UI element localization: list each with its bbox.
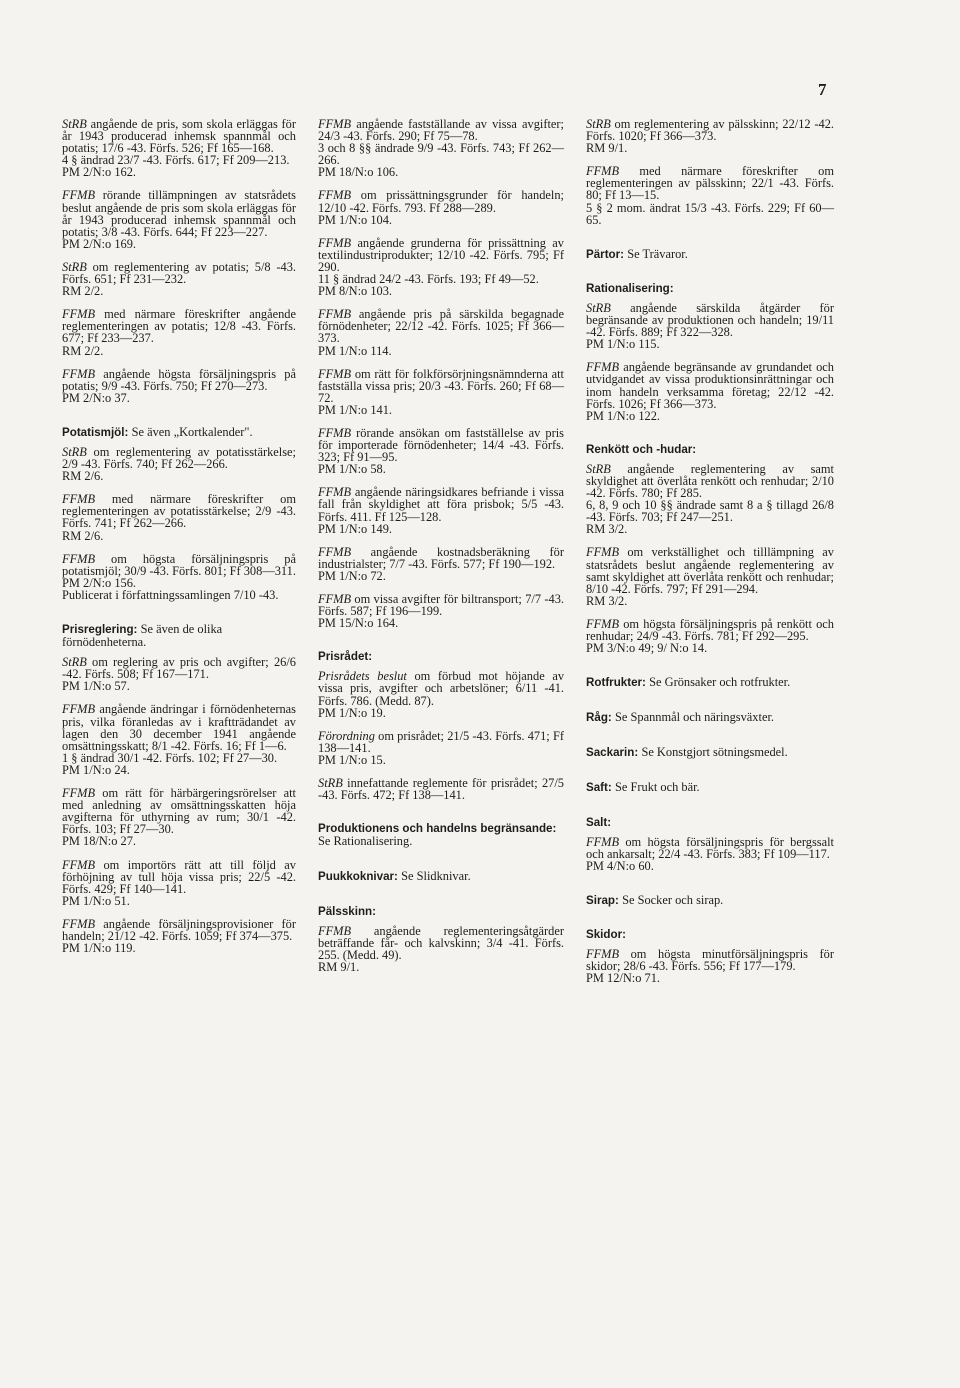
see-reference: Se Slidknivar.	[401, 869, 471, 884]
entry-text	[318, 486, 564, 522]
entry-description: rörande tillämpningen av statsrådets beslut angående de pris som skola erläggas för år 1943 producerad inhemsk spannmål och potatis; 3/8 -43. Förfs. 644; Ff 223—227.	[62, 188, 296, 239]
issuing-body: Förordning	[318, 728, 375, 743]
index-entry	[586, 463, 834, 536]
issuing-body: StRB	[62, 117, 87, 131]
heading-label: Puukkoknivar:	[318, 870, 398, 884]
publication-reference: PM 1/N:o 115.	[586, 337, 660, 352]
entry-description: angående reglementering av samt skyldighet att överlåta renkött och renhudar; 2/10 -42. Förfs. 780; Ff 285.	[586, 461, 834, 501]
publication-reference: PM 1/N:o 72.	[318, 568, 386, 583]
publication-reference: 5 § 2 mom. ändrat 15/3 -43. Förfs. 229; Ff 60—65.	[586, 200, 834, 227]
publication-reference: 1 § ändrad 30/1 -42. Förfs. 102; Ff 27—30.	[62, 750, 278, 765]
subject-heading	[586, 248, 834, 261]
see-reference: Se Spannmål och näringsväxter.	[615, 710, 774, 725]
heading-label: Prisreglering:	[62, 623, 138, 636]
entry-description: angående pris på särskilda begagnade förnödenheter; 22/12 -42. Förfs. 1025; Ff 366—373.	[318, 307, 564, 346]
issuing-body: StRB	[62, 259, 87, 274]
entry-text	[318, 427, 564, 463]
index-entry	[62, 787, 296, 847]
heading-label: Salt:	[586, 815, 612, 829]
entry-description: om reglementering av pälsskinn; 22/12 -42. Förfs. 1020; Ff 366—373.	[586, 117, 834, 144]
entry-text	[62, 787, 296, 835]
entry-text	[62, 368, 296, 392]
entry-description: om reglementering av potatisstärkelse; 2/9 -43. Förfs. 740; Ff 262—266.	[62, 444, 296, 472]
entry-description: angående de pris, som skola erläggas för år 1943 producerad inhemsk spannmål och potatis; 17/6 -43. Förfs. 526; Ff 165—168.	[62, 117, 296, 156]
entry-text	[318, 368, 564, 404]
entry-text	[586, 618, 834, 642]
index-entry	[62, 308, 296, 356]
entry-description: angående högsta försäljningspris på potatis; 9/9 -43. Förfs. 750; Ff 270—273.	[62, 366, 296, 393]
entry-description: om högsta försäljningspris på renkött och renhudar; 24/9 -43. Förfs. 781; Ff 292—295.	[586, 616, 834, 643]
heading-label: Produktionens och handelns begränsande:	[318, 822, 557, 836]
entry-description: angående fastställande av vissa avgifter; 24/3 -43. Förfs. 290; Ff 75—78.	[318, 117, 564, 144]
see-reference: Se även de olika förnödenheterna.	[62, 622, 223, 650]
issuing-body: StRB	[62, 655, 87, 670]
issuing-body: FFMB	[62, 786, 96, 801]
entry-description: innefattande reglemente för prisrådet; 27/5 -43. Förfs. 472; Ff 138—141.	[318, 776, 564, 803]
subject-heading	[586, 444, 834, 456]
subject-heading	[62, 623, 296, 649]
see-reference: Se Rationalisering.	[318, 834, 413, 849]
publication-reference: RM 2/2.	[62, 343, 104, 358]
entry-description: om importörs rätt att till följd av förhöjning av tull höja vissa pris; 22/5 -42. Förfs. 429; Ff 140—141.	[62, 857, 296, 896]
entry-text	[586, 165, 834, 201]
entry-description: om vissa avgifter för biltransport; 7/7 -43. Förfs. 587; Ff 196—199.	[318, 592, 564, 619]
index-entry	[62, 189, 296, 249]
entry-description: om prissättningsgrunder för handeln; 12/10 -42. Förfs. 793. Ff 288—289.	[318, 188, 564, 215]
entry-text	[318, 237, 564, 273]
issuing-body: FFMB	[586, 834, 620, 849]
entry-text	[62, 703, 296, 751]
entry-text	[586, 118, 834, 142]
entry-description: angående försäljningsprovisioner för handeln; 21/12 -42. Förfs. 1059; Ff 374—375.	[62, 916, 296, 943]
heading-label: Skidor:	[586, 928, 626, 942]
subject-heading	[318, 870, 564, 883]
issuing-body: FFMB	[586, 947, 620, 962]
publication-reference: RM 2/6.	[62, 469, 104, 484]
entry-text	[586, 302, 834, 338]
publication-reference: RM 2/6.	[62, 528, 104, 543]
entry-text	[318, 308, 564, 344]
entry-description: om högsta försäljningspris på potatismjöl; 30/9 -43. Förfs. 801; Ff 308—311.	[62, 551, 296, 578]
index-entry	[586, 546, 834, 606]
index-column-2	[318, 118, 564, 984]
subject-heading	[318, 906, 564, 918]
see-reference: Se Frukt och bär.	[615, 780, 700, 795]
issuing-body: FFMB	[586, 360, 620, 375]
publication-reference: 4 § ändrad 23/7 -43. Förfs. 617; Ff 209—213.	[62, 153, 290, 168]
index-entry	[586, 361, 834, 421]
entry-text	[62, 859, 296, 895]
issuing-body: StRB	[318, 776, 343, 791]
issuing-body: FFMB	[586, 616, 620, 631]
publication-reference: PM 18/N:o 106.	[318, 165, 399, 180]
publication-reference: 3 och 8 §§ ändrade 9/9 -43. Förfs. 743; Ff 262—266.	[318, 141, 564, 168]
heading-label: Prisrådet:	[318, 650, 373, 664]
entry-text	[318, 670, 564, 706]
entry-description: angående särskilda åtgärder för begränsande av produktionen och handeln; 19/11 -42. Förfs. 889; Ff 322—328.	[586, 300, 834, 340]
subject-heading	[586, 676, 834, 689]
publication-reference: RM 9/1.	[318, 959, 360, 974]
publication-reference: PM 1/N:o 104.	[318, 212, 393, 227]
heading-label: Saft:	[586, 781, 612, 795]
entry-text	[318, 593, 564, 617]
issuing-body: FFMB	[586, 545, 620, 560]
index-entry	[318, 308, 564, 356]
subject-heading	[586, 817, 834, 829]
issuing-body: Prisrådets beslut	[318, 669, 407, 684]
index-entry	[62, 368, 296, 404]
entry-text	[62, 446, 296, 470]
issuing-body: FFMB	[318, 923, 352, 938]
entry-description: om verkställighet och tilllämpning av statsrådets beslut angående reglementering av samt skyldighet att överlåta renkött och renhudar; 8/10 -42. Förfs. 797; Ff 291—294.	[586, 545, 834, 596]
index-entry	[318, 546, 564, 582]
subject-heading	[586, 711, 834, 724]
index-entry	[318, 118, 564, 178]
publication-reference: PM 2/N:o 169.	[62, 236, 137, 251]
see-reference: Se Konstgjort sötningsmedel.	[641, 745, 788, 760]
publication-reference: PM 1/N:o 51.	[62, 893, 130, 908]
index-column-3	[586, 118, 834, 995]
issuing-body: FFMB	[318, 188, 352, 203]
entry-description: om reglementering av potatis; 5/8 -43. Förfs. 651; Ff 231—232.	[62, 259, 296, 287]
heading-label: Potatismjöl:	[62, 425, 129, 439]
issuing-body: FFMB	[62, 702, 96, 717]
publication-reference: PM 1/N:o 141.	[318, 402, 393, 417]
publication-reference: PM 2/N:o 37.	[62, 390, 130, 405]
index-entry	[318, 368, 564, 416]
entry-text	[318, 118, 564, 142]
publication-reference: PM 1/N:o 122.	[586, 408, 661, 423]
publication-reference: PM 1/N:o 119.	[62, 941, 136, 956]
entry-text	[586, 463, 834, 499]
index-entry	[62, 553, 296, 601]
publication-reference: PM 1/N:o 15.	[318, 752, 386, 767]
issuing-body: FFMB	[318, 544, 352, 559]
publication-reference: PM 1/N:o 149.	[318, 521, 393, 536]
issuing-body: FFMB	[62, 551, 96, 566]
entry-description: om prisrådet; 21/5 -43. Förfs. 471; Ff 138—141.	[318, 728, 564, 755]
subject-heading	[318, 823, 564, 848]
issuing-body: FFMB	[586, 164, 620, 179]
publication-reference: 6, 8, 9 och 10 §§ ändrade samt 8 a § tillagd 26/8 -43. Förfs. 703; Ff 247—251.	[586, 498, 834, 525]
index-entry	[318, 777, 564, 801]
publication-reference: PM 1/N:o 58.	[318, 462, 386, 477]
publication-reference: Publicerat i författningssamlingen 7/10 -43.	[62, 587, 279, 602]
issuing-body: FFMB	[62, 857, 96, 872]
entry-text	[62, 261, 296, 285]
index-entry	[318, 189, 564, 225]
entry-description: angående ändringar i förnödenheternas pris, vilka föranledas av i kraftträdandet av lagen den 30 december 1941 angående omsättningsskatt; 8/1 -42. Förfs. 16; Ff 1—6.	[62, 702, 296, 753]
index-entry	[62, 493, 296, 541]
publication-reference: PM 1/N:o 19.	[318, 705, 386, 720]
entry-description: om rätt för folkförsörjningsnämnderna att fastställa vissa pris; 20/3 -43. Förfs. 260; Ff 68—72.	[318, 366, 564, 405]
entry-text	[318, 189, 564, 213]
index-entry	[62, 703, 296, 776]
heading-label: Sirap:	[586, 893, 619, 907]
entry-text	[318, 925, 564, 961]
entry-text	[62, 308, 296, 344]
heading-label: Rotfrukter:	[586, 676, 646, 690]
entry-text	[62, 118, 296, 154]
publication-reference: RM 3/2.	[586, 522, 628, 537]
entry-description: med närmare föreskrifter om reglementeringen av pälsskinn; 22/1 -43. Förfs. 80; Ff 13—15.	[586, 164, 834, 203]
entry-text	[62, 189, 296, 237]
index-entry	[318, 593, 564, 629]
issuing-body: FFMB	[318, 117, 352, 131]
see-reference: Se Grönsaker och rotfrukter.	[649, 675, 791, 690]
publication-reference: PM 1/N:o 114.	[318, 343, 392, 358]
entry-text	[318, 777, 564, 801]
index-entry	[318, 486, 564, 534]
index-entry	[586, 948, 834, 984]
entry-text	[318, 730, 564, 754]
index-entry	[586, 118, 834, 154]
index-entry	[586, 165, 834, 225]
index-entry	[318, 670, 564, 718]
publication-reference: PM 1/N:o 57.	[62, 679, 130, 694]
publication-reference: PM 18/N:o 27.	[62, 834, 137, 849]
entry-text	[586, 836, 834, 860]
subject-heading	[586, 746, 834, 759]
entry-description: om högsta minutförsäljningspris för skidor; 28/6 -43. Förfs. 556; Ff 177—179.	[586, 947, 834, 974]
heading-label: Sackarin:	[586, 746, 639, 760]
publication-reference: PM 12/N:o 71.	[586, 971, 661, 986]
index-entry	[62, 446, 296, 482]
entry-text	[62, 918, 296, 942]
index-entry	[62, 918, 296, 954]
issuing-body: FFMB	[318, 425, 352, 440]
index-entry	[318, 925, 564, 973]
issuing-body: FFMB	[318, 307, 352, 322]
index-entry	[318, 427, 564, 475]
issuing-body: StRB	[586, 461, 611, 476]
subject-heading	[586, 781, 834, 794]
issuing-body: StRB	[586, 117, 611, 131]
issuing-body: StRB	[586, 300, 611, 315]
heading-label: Rationalisering:	[586, 281, 674, 295]
issuing-body: FFMB	[62, 916, 96, 931]
subject-heading	[586, 283, 834, 295]
entry-text	[586, 948, 834, 972]
issuing-body: FFMB	[62, 188, 96, 203]
see-reference: Se även „Kortkalender".	[131, 424, 253, 439]
index-entry	[62, 859, 296, 907]
publication-reference: PM 1/N:o 24.	[62, 762, 130, 777]
publication-reference: RM 3/2.	[586, 593, 628, 608]
publication-reference: PM 2/N:o 162.	[62, 165, 137, 180]
entry-description: angående näringsidkares befriande i vissa fall från skyldighet att föra prisbok; 5/5 -43. Förfs. 411. Ff 125—128.	[318, 485, 564, 524]
entry-description: om högsta försäljningspris för bergssalt och ankarsalt; 22/4 -43. Förfs. 383; Ff 109—117.	[586, 834, 834, 861]
see-reference: Se Trävaror.	[627, 246, 688, 261]
entry-text	[318, 546, 564, 570]
issuing-body: FFMB	[62, 366, 96, 381]
entry-description: angående reglementeringsåtgärder beträffande får- och kalvskinn; 3/4 -41. Förfs. 255. (Medd. 49).	[318, 923, 564, 962]
issuing-body: FFMB	[318, 366, 352, 381]
index-entry	[318, 237, 564, 297]
publication-reference: PM 4/N:o 60.	[586, 858, 654, 873]
entry-description: med närmare föreskrifter om reglementeringen av potatisstärkelse; 2/9 -43. Förfs. 741; Ff 262—266.	[62, 492, 296, 531]
index-entry	[586, 618, 834, 654]
subject-heading	[318, 651, 564, 663]
entry-description: om rätt för härbärgeringsrörelser att med anledning av omsättningsskatten höja avgifterna för uthyrning av rum; 30/1 -42. Förfs. 103; Ff 27—30.	[62, 786, 296, 837]
see-reference: Se Socker och sirap.	[622, 892, 724, 907]
subject-heading	[586, 894, 834, 907]
issuing-body: FFMB	[318, 592, 352, 606]
issuing-body: FFMB	[318, 235, 352, 250]
heading-label: Renkött och -hudar:	[586, 442, 697, 456]
issuing-body: StRB	[62, 444, 87, 459]
index-entry	[62, 261, 296, 297]
entry-text	[62, 553, 296, 577]
index-entry	[318, 730, 564, 766]
index-entry	[586, 836, 834, 872]
index-entry	[62, 118, 296, 178]
entry-description: angående kostnadsberäkning för industrialster; 7/7 -43. Förfs. 577; Ff 190—192.	[318, 544, 564, 571]
index-column-1	[62, 118, 296, 965]
page-number: 7	[818, 80, 827, 99]
subject-heading	[62, 426, 296, 439]
issuing-body: FFMB	[62, 492, 96, 507]
entry-description: med närmare föreskrifter angående reglementeringen av potatis; 12/8 -43. Förfs. 677; Ff 233—237.	[62, 307, 296, 346]
index-entry	[586, 302, 834, 350]
heading-label: Pälsskinn:	[318, 904, 376, 918]
issuing-body: FFMB	[62, 307, 96, 322]
index-entry	[62, 656, 296, 692]
publication-reference: PM 15/N:o 164.	[318, 616, 399, 631]
entry-text	[586, 546, 834, 594]
entry-description: om reglering av pris och avgifter; 26/6 -42. Förfs. 508; Ff 167—171.	[62, 655, 296, 682]
publication-reference: RM 9/1.	[586, 141, 628, 156]
entry-description: angående begränsande av grundandet och utvidgandet av vissa produktionsinrättningar och inom handeln verksamma företag; 22/12 -42. Förfs. 1026; Ff 366—373.	[586, 360, 834, 411]
issuing-body: FFMB	[318, 485, 352, 500]
publication-reference: RM 2/2.	[62, 284, 104, 299]
entry-text	[62, 493, 296, 529]
heading-label: Råg:	[586, 711, 612, 725]
publication-reference: PM 2/N:o 156.	[62, 575, 137, 590]
publication-reference: 11 § ändrad 24/2 -43. Förfs. 193; Ff 49—52.	[318, 272, 539, 287]
entry-description: om förbud mot höjande av vissa pris, avgifter och arbetslöner; 6/11 -41. Förfs. 786. (Medd. 87).	[318, 669, 565, 708]
entry-text	[62, 656, 296, 680]
entry-text	[586, 361, 834, 409]
publication-reference: PM 3/N:o 49; 9/ N:o 14.	[586, 641, 708, 656]
entry-description: angående grunderna för prissättning av textilindustriprodukter; 12/10 -42. Förfs. 795; Ff 290.	[318, 235, 564, 274]
entry-description: rörande ansökan om fastställelse av pris för importerade förnödenheter; 14/4 -43. Förfs. 323; Ff 91—95.	[318, 425, 564, 465]
subject-heading	[586, 929, 834, 941]
publication-reference: PM 8/N:o 103.	[318, 284, 393, 299]
heading-label: Pärtor:	[586, 247, 625, 261]
